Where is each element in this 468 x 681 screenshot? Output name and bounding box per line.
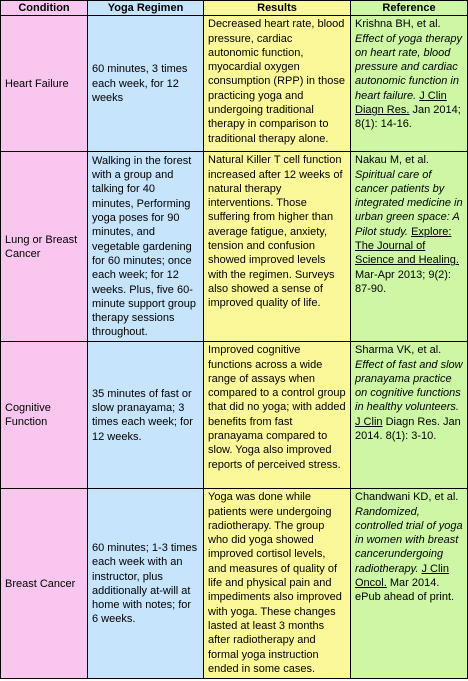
regimen-cell: Walking in the forest with a group and talking for 40 minutes, Performing yoga poses for 90 minutes, and vegetable gardening for 60 minutes; once each week; for 12 weeks. Plus, five 60-minute support group therapy sessions throughout. <box>88 152 204 342</box>
reference-cell <box>351 152 468 342</box>
header-regimen: Yoga Regimen <box>88 1 204 16</box>
regimen-cell: 60 minutes, 3 times each week, for 12 weeks <box>88 16 204 152</box>
regimen-cell: 35 minutes of fast or slow pranayama; 3 times each week; for 12 weeks. <box>88 342 204 489</box>
ref-details: Diagn Res. Jan 2014. 8(1): 3-10. <box>355 415 461 443</box>
ref-author: Chandwani KD, et al. <box>355 491 459 504</box>
header-condition: Condition <box>1 1 88 16</box>
ref-journal-link[interactable]: Explore: The Journal of Science and Healing. <box>355 225 459 267</box>
ref-title: Effect of fast and slow pranayama practice on cognitive functions in healthy volunteers. <box>355 358 463 414</box>
ref-details: Jan 2014; 8(1): 14-16. <box>355 104 461 131</box>
results-cell: Improved cognitive functions across a wide range of assays when compared to a control group that did no yoga; with added benefits from fast pranayama compared to slow. Yoga also improved reports of perceived stress. <box>204 342 351 489</box>
ref-details: Mar 2014. ePub ahead of print. <box>355 577 455 604</box>
table-row <box>1 342 468 489</box>
condition-cell: Breast Cancer <box>1 489 88 679</box>
ref-details: Mar-Apr 2013; 9(2): 87-90. <box>355 268 451 295</box>
ref-author: Krishna BH, et al. <box>355 18 441 31</box>
ref-author: Nakau M, et al. <box>355 154 429 167</box>
results-cell: Decreased heart rate, blood pressure, cardiac autonomic function, myocardial oxygen consumption (RPP) in those practicing yoga and undergoing traditional therapy in comparison to traditional therapy alone. <box>204 16 351 152</box>
condition-cell: Cognitive Function <box>1 342 88 489</box>
ref-journal-link[interactable]: J Clin <box>355 415 383 428</box>
ref-author: Sharma VK, et al. <box>355 344 442 357</box>
header-reference: Reference <box>351 1 468 16</box>
ref-title: Spiritual care of cancer patients by integrated medicine in urban green space: A Pilot study. <box>355 168 463 238</box>
reference-cell <box>351 342 468 489</box>
condition-cell: Lung or Breast Cancer <box>1 152 88 342</box>
condition-cell: Heart Failure <box>1 16 88 152</box>
ref-journal-link[interactable]: J Clin Diagn Res. <box>355 89 447 117</box>
header-results: Results <box>204 1 351 16</box>
ref-title: Randomized, controlled trial of yoga in women with breast cancerundergoing radiotherapy. <box>355 505 463 575</box>
ref-title: Effect of yoga therapy on heart rate, blood pressure and cardiac autonomic function in heart failure. <box>355 32 463 102</box>
table-row <box>1 16 468 152</box>
reference-cell <box>351 489 468 679</box>
table-row <box>1 489 468 679</box>
results-cell: Yoga was done while patients were undergoing radiotherapy. The group who did yoga showed improved cortisol levels, and measures of quality of life and physical pain and impediments also improved with yoga. These changes lasted at least 3 months after radiotherapy and formal yoga instruction ended in some cases. <box>204 489 351 679</box>
regimen-cell: 60 minutes; 1-3 times each week with an instructor, plus additionally at-will at home with notes; for 6 weeks. <box>88 489 204 679</box>
header-row <box>1 1 468 16</box>
reference-cell <box>351 16 468 152</box>
results-cell: Natural Killer T cell function increased after 12 weeks of natural therapy interventions. Those suffering from higher than average fatigue, anxiety, tension and confusion showed improved levels with the regimen. Surveys also showed a sense of improved quality of life. <box>204 152 351 342</box>
table-row <box>1 152 468 342</box>
ref-journal-link[interactable]: J Clin Oncol. <box>355 562 449 590</box>
